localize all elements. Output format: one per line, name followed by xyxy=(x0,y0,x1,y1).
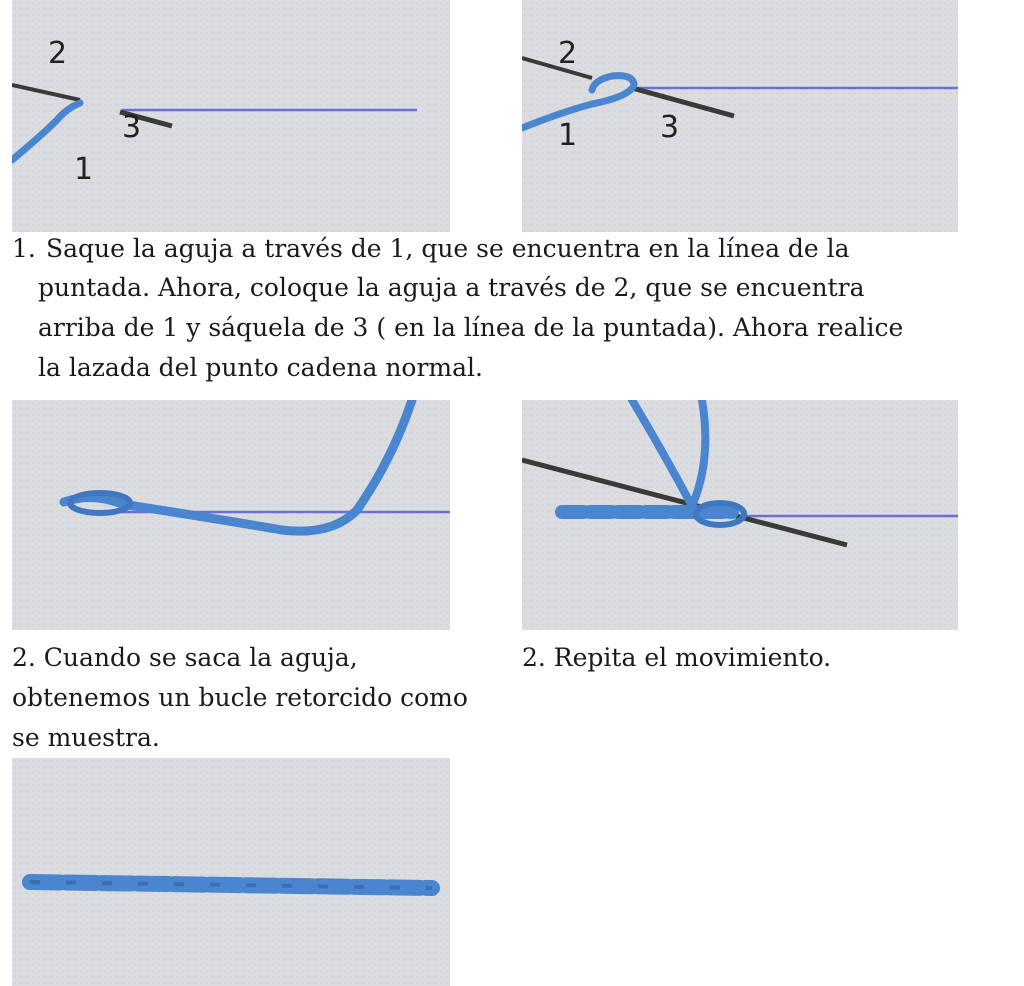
fabric-repeat-stitch-photo xyxy=(522,400,958,630)
photo-step2-right xyxy=(522,400,958,630)
step1-line-4: la lazada del punto cadena normal. xyxy=(38,353,483,382)
label-point-2: 2 xyxy=(48,36,68,71)
photo-finished-stitch xyxy=(12,758,450,986)
photo-step2-left xyxy=(12,400,450,630)
step2-left-line-2: obtenemos un bucle retorcido como xyxy=(12,683,468,712)
step2-left-line-1: 2. Cuando se saca la aguja, xyxy=(12,643,358,672)
fabric-twisted-loop-photo xyxy=(12,400,450,630)
step2-right-text: 2. Repita el movimiento. xyxy=(522,643,832,672)
step1-line-2: puntada. Ahora, coloque la aguja a través de 2, que se encuentra xyxy=(38,273,865,302)
label-point-3: 3 xyxy=(660,110,680,145)
label-point-1: 1 xyxy=(558,118,578,153)
step2-left-line-3: se muestra. xyxy=(12,723,160,752)
fabric-needle-thread-photo xyxy=(12,0,450,232)
step1-number: 1. xyxy=(12,234,36,263)
fabric-needle-loop-photo xyxy=(522,0,958,232)
step1-line-3: arriba de 1 y sáquela de 3 ( en la línea de la puntada). Ahora realice xyxy=(38,313,904,342)
label-point-3: 3 xyxy=(122,110,142,145)
label-point-2: 2 xyxy=(558,36,578,71)
label-point-1: 1 xyxy=(74,152,94,187)
fabric-finished-chain-photo xyxy=(12,758,450,986)
photo-step1-left xyxy=(12,0,450,232)
step1-line-1: Saque la aguja a través de 1, que se encuentra en la línea de la xyxy=(46,234,850,263)
photo-step1-right xyxy=(522,0,958,232)
